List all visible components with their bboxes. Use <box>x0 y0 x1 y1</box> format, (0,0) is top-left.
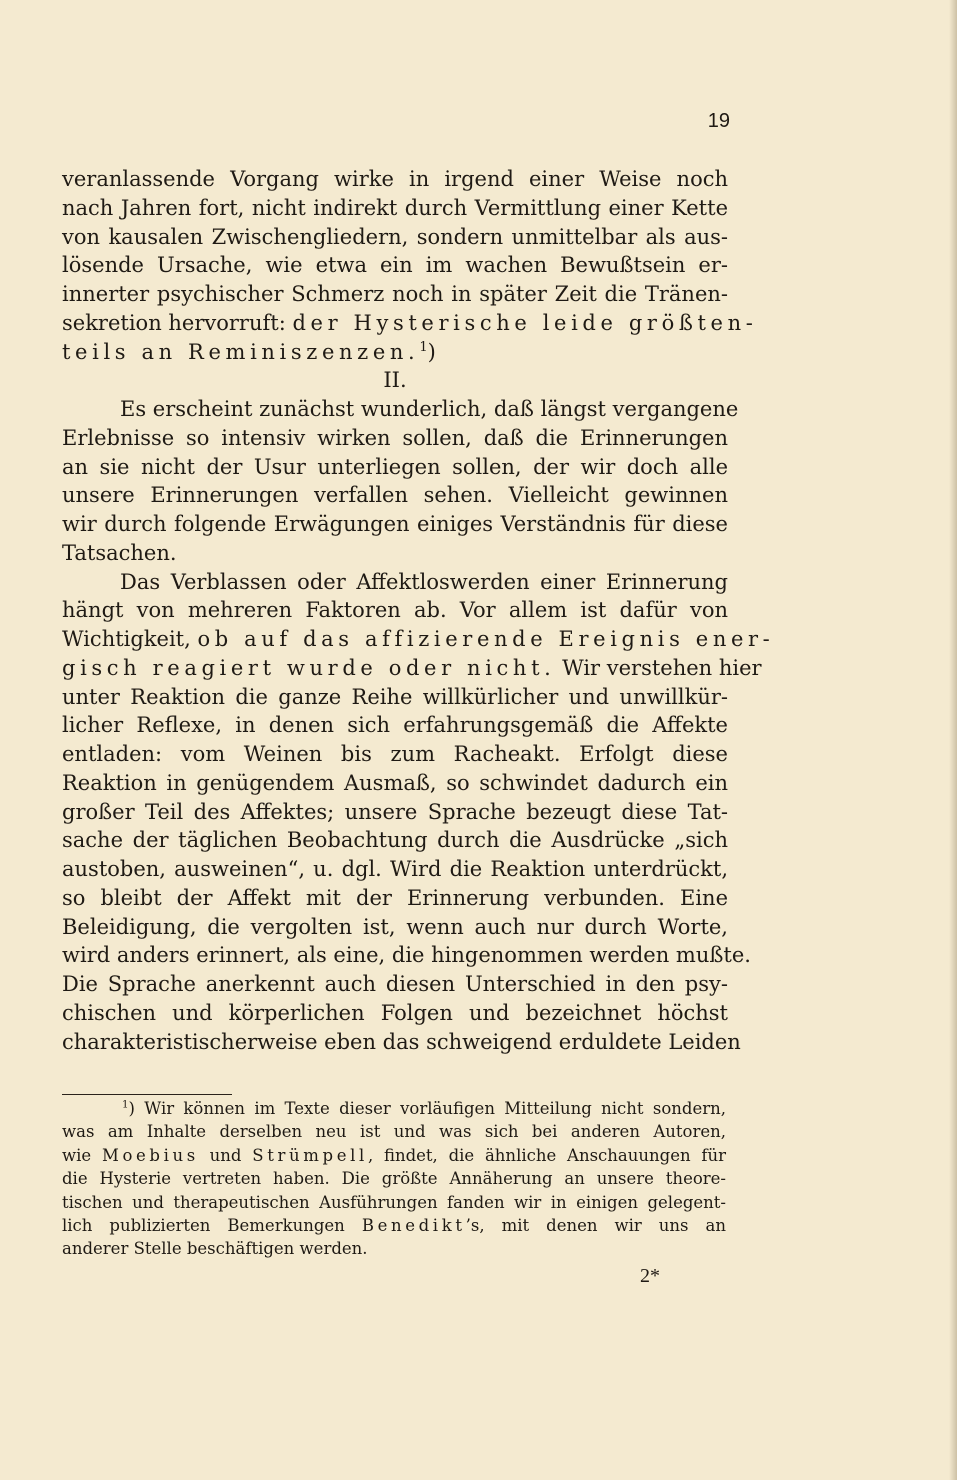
footnote-line: anderer Stelle beschäftigen werden. <box>62 1239 368 1259</box>
text-line: sache der täglichen Beobachtung durch die Ausdrücke „sich <box>62 828 728 853</box>
text-line <box>62 625 775 654</box>
signature-mark: 2* <box>640 1265 660 1287</box>
text-segment: , findet, die ähnliche Anschauungen für <box>367 1145 726 1165</box>
page-edge-shadow <box>949 0 957 1480</box>
spaced-emphasis: gisch reagiert wurde oder nicht. <box>62 655 556 680</box>
text-line: großer Teil des Affektes; unsere Sprache bezeugt diese Tat- <box>62 799 728 824</box>
text-line: veranlassende Vorgang wirke in irgend einer Weise noch <box>62 167 728 191</box>
text-line: Reaktion in genügendem Ausmaß, so schwindet dadurch ein <box>62 770 728 795</box>
text-line: entladen: vom Weinen bis zum Racheakt. Erfolgt diese <box>62 742 728 766</box>
text-line: charakteristischerweise eben das schweigend erduldete Leiden <box>62 1029 741 1054</box>
text-line: hängt von mehreren Faktoren ab. Vor allem ist dafür von <box>62 598 728 623</box>
footnote-line <box>62 1214 726 1237</box>
footnote-line <box>62 1097 726 1120</box>
text-segment: Wichtigkeit, <box>62 627 198 651</box>
text-line: wir durch folgende Erwägungen einiges Verständnis für diese <box>62 512 728 536</box>
text-line <box>62 309 758 338</box>
section-heading: II. <box>383 368 407 393</box>
text-segment: ) Wir können im Texte dieser vorläufigen Mitteilung nicht sondern, <box>128 1099 726 1118</box>
footnote-line: tischen und therapeutischen Ausführungen fanden wir in einigen gelegent- <box>62 1192 726 1212</box>
footnote <box>62 1097 726 1261</box>
text-line: Das Verblassen oder Affektloswerden einer Erinnerung <box>120 569 728 594</box>
text-segment: ) <box>427 339 436 364</box>
text-segment: wie <box>62 1145 102 1165</box>
text-line: von kausalen Zwischengliedern, sondern unmittelbar als aus- <box>62 224 728 249</box>
spaced-emphasis: Benedikt <box>361 1215 466 1235</box>
text-segment: sekretion hervorruft: <box>62 310 293 335</box>
footnote-marker: 1 <box>122 1099 129 1111</box>
text-line: Es erscheint zunächst wunderlich, daß längst vergangene <box>120 397 739 421</box>
main-text <box>62 165 775 1056</box>
text-line: Erlebnisse so intensiv wirken sollen, daß die Erinnerungen <box>62 425 728 450</box>
text-line: unter Reaktion die ganze Reihe willkürlicher und unwillkür- <box>62 684 728 709</box>
text-line: chischen und körperlichen Folgen und bezeichnet höchst <box>62 1000 728 1025</box>
text-segment: ’s, mit denen wir uns an <box>465 1215 727 1235</box>
footnote-line <box>62 1144 726 1167</box>
text-line: austoben, ausweinen“, u. dgl. Wird die Reaktion unterdrückt, <box>62 857 728 881</box>
text-line: Tatsachen. <box>62 540 177 565</box>
text-line: nach Jahren fort, nicht indirekt durch Vermittlung einer Kette <box>62 195 728 220</box>
text-segment: und <box>198 1145 253 1165</box>
text-segment: Wir verstehen hier <box>555 655 762 680</box>
spaced-emphasis: ob auf das affizierende Ereignis ener- <box>197 627 775 651</box>
footnote-marker: 1 <box>419 339 428 355</box>
text-line: Beleidigung, die vergolten ist, wenn auch nur durch Worte, <box>62 914 728 939</box>
text-line <box>62 338 728 367</box>
spaced-emphasis: Moebius <box>101 1145 199 1165</box>
text-line <box>62 654 762 683</box>
text-segment: lich publizierten Bemerkungen <box>62 1215 362 1235</box>
text-line: lösende Ursache, wie etwa ein im wachen Bewußtsein er- <box>62 253 728 278</box>
footnote-divider <box>62 1094 232 1095</box>
text-line: wird anders erinnert, als eine, die hingenommen werden mußte. <box>62 943 751 968</box>
spaced-emphasis: teils an Reminiszenzen. <box>62 339 420 364</box>
text-line: so bleibt der Affekt mit der Erinnerung verbunden. Eine <box>62 885 728 910</box>
page-number: 19 <box>707 110 730 132</box>
footnote-line: was am Inhalte derselben neu ist und was sich bei anderen Autoren, <box>62 1122 726 1142</box>
footnote-line: die Hysterie vertreten haben. Die größte Annäherung an unsere theore- <box>62 1169 726 1189</box>
text-line: licher Reflexe, in denen sich erfahrungsgemäß die Affekte <box>62 713 728 738</box>
spaced-emphasis: Strümpell <box>252 1145 368 1165</box>
text-line: Die Sprache anerkennt auch diesen Unterschied in den psy- <box>62 972 728 996</box>
spaced-emphasis: der Hysterische leide größten- <box>292 310 758 335</box>
text-line: unsere Erinnerungen verfallen sehen. Vielleicht gewinnen <box>62 483 728 508</box>
text-line: an sie nicht der Usur unterliegen sollen, der wir doch alle <box>62 454 728 479</box>
text-line: innerter psychischer Schmerz noch in später Zeit die Tränen- <box>62 282 728 306</box>
